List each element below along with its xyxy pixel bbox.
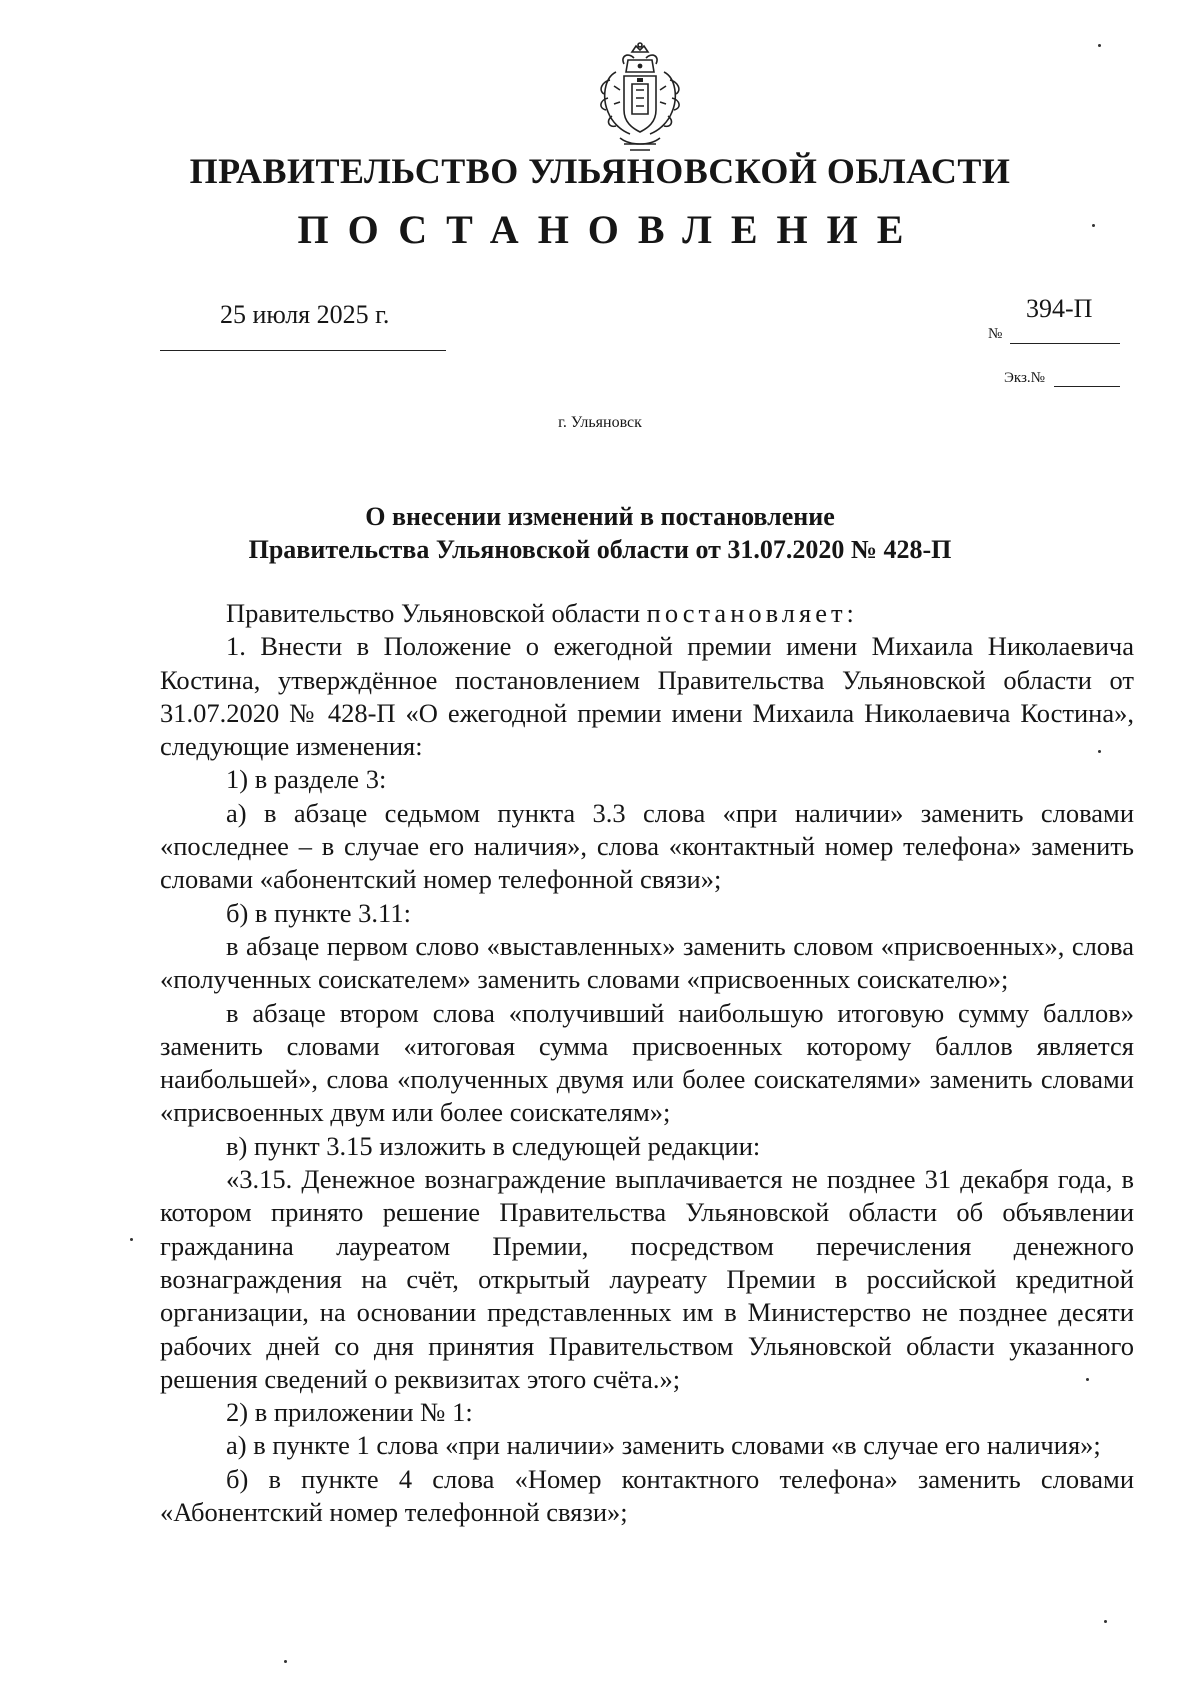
document-date: 25 июля 2025 г. [220,300,390,329]
paragraph-4: б) в пункте 3.11: [226,897,411,928]
paragraph-3: а) в абзаце седьмом пункта 3.3 слова «при наличии» заменить словами «последнее – в случае его наличия», слова «контактный номер телефона» заменить словами «абонентский номер телефонной связи»; [160,797,1134,895]
scan-speck [1086,1378,1089,1381]
date-underline [160,350,446,351]
intro-verb: постановляет: [646,598,858,628]
number-underline [1010,343,1120,344]
paragraph-9: 2) в приложении № 1: [226,1397,473,1428]
scan-speck [284,1660,287,1663]
scan-speck [1104,1620,1107,1623]
scan-speck [1098,44,1101,47]
scan-speck [130,1238,133,1241]
scan-speck [1092,224,1095,227]
city-name: г. Ульяновск [558,414,642,431]
number-label: № [988,326,1003,342]
government-name: ПРАВИТЕЛЬСТВО УЛЬЯНОВСКОЙ ОБЛАСТИ [189,151,1011,191]
document-type-title: ПОСТАНОВЛЕНИЕ [297,207,923,252]
paragraph-11: б) в пункте 4 слова «Номер контактного телефона» заменить словами «Абонентский номер телефонной связи»; [160,1463,1134,1528]
paragraph-5: в абзаце первом слово «выставленных» заменить словом «присвоенных», слова «полученных соискателем» заменить словами «присвоенных соискателю»; [160,930,1134,995]
intro-paragraph [160,597,1134,630]
copy-number-label: Экз.№ [1004,370,1045,386]
paragraph-2: 1) в разделе 3: [226,764,387,795]
document-subject [0,500,1200,566]
paragraph-1: 1. Внести в Положение о ежегодной премии имени Михаила Николаевича Костина, утверждённое постановлением Правительства Ульяновской области от 31.07.2020 № 428-П «О ежегодной премии имени Михаила Николаевича Костина», следующие изменения: [160,631,1134,762]
subject-line-2: Правительства Ульяновской области от 31.07.2020 № 428-П [248,535,952,564]
scan-speck [1098,750,1101,753]
intro-prefix: Правительство Ульяновской области [226,598,647,628]
paragraph-6: в абзаце втором слова «получивший наибольшую итоговую сумму баллов» заменить словами «итоговая сумма присвоенных которому баллов является наибольшей», слова «полученных двумя или более соискателями» заменить словами «присвоенных двум или более соискателям»; [160,997,1134,1128]
subject-line-1: О внесении изменений в постановление [365,502,835,531]
paragraph-7: в) пункт 3.15 изложить в следующей редакции: [226,1130,761,1161]
paragraph-10: а) в пункте 1 слова «при наличии» заменить словами «в случае его наличия»; [226,1430,1101,1461]
document-body [160,597,1134,1529]
copy-number-underline [1054,386,1120,387]
coat-of-arms-emblem [590,42,690,154]
paragraph-8: «3.15. Денежное вознаграждение выплачивается не позднее 31 декабря года, в котором принято решение Правительства Ульяновской области об объявлении гражданина лауреатом Премии, посредством перечисления денежного вознаграждения на счёт, открытый лауреату Премии в российской кредитной организации, на основании представленных им в Министерство не позднее десяти рабочих дней со дня принятия Правительством Ульяновской области указанного решения сведений о реквизитах этого счёта.»; [160,1164,1134,1394]
document-number: 394-П [1026,294,1093,323]
